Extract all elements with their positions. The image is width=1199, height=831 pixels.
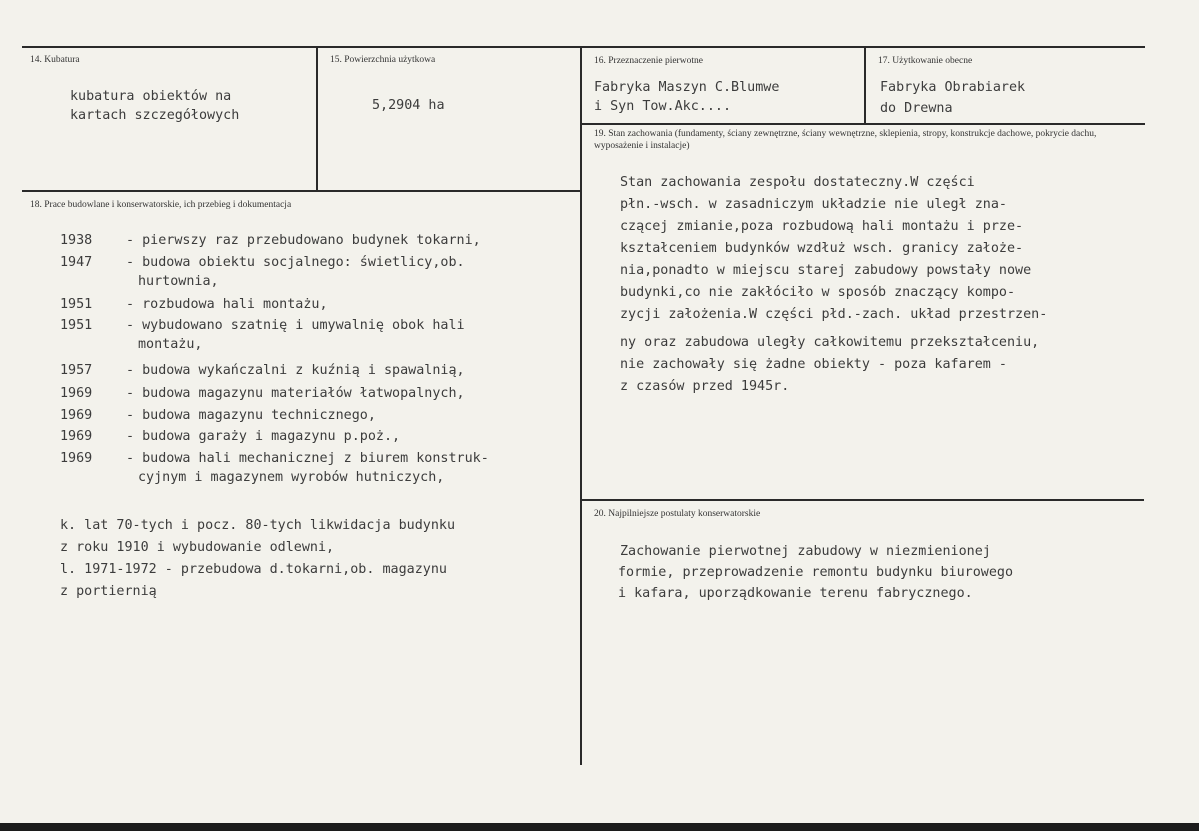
entry-text: - budowa magazynu technicznego,	[126, 407, 376, 423]
list-item	[60, 255, 560, 297]
divider-14-15	[316, 47, 318, 190]
section-19-line-8: ny oraz zabudowa uległy całkowitemu przekształceniu,	[620, 335, 1040, 350]
section-16-line-2: i Syn Tow.Akc....	[594, 99, 732, 114]
section-20-line-1: Zachowanie pierwotnej zabudowy w niezmienionej	[620, 544, 991, 559]
section-19-line-2: płn.-wsch. w zasadniczym układzie nie uległ zna-	[620, 197, 1007, 212]
section-20-line-3: i kafara, uporządkowanie terenu fabrycznego.	[618, 586, 973, 601]
entry-text: - pierwszy raz przebudowano budynek tokarni,	[126, 233, 481, 248]
entry-year: 1969	[60, 407, 93, 423]
list-item	[60, 297, 560, 319]
section-17-label: 17. Użytkowanie obecne	[878, 56, 973, 66]
entry-text-continued: hurtownia,	[138, 273, 219, 289]
section-19-line-4: kształceniem budynków wzdłuż wsch. granicy założe-	[620, 241, 1024, 256]
section-16-line-1: Fabryka Maszyn C.Blumwe	[594, 80, 780, 95]
list-item	[60, 318, 560, 363]
section-19-line-6: budynki,co nie zakłóciło w sposób znaczący kompo-	[620, 285, 1016, 300]
entry-text: - wybudowano szatnię i umywalnię obok hali	[126, 318, 465, 333]
section-16-label: 16. Przeznaczenie pierwotne	[594, 56, 703, 66]
entry-text: - budowa hali mechanicznej z biurem konstruk-	[126, 450, 489, 466]
section-20-label: 20. Najpilniejsze postulaty konserwatorskie	[594, 509, 761, 519]
section-19-line-1: Stan zachowania zespołu dostateczny.W części	[620, 175, 975, 190]
list-item	[60, 408, 560, 430]
list-item	[60, 451, 560, 493]
section-19-line-10: z czasów przed 1945r.	[620, 379, 790, 394]
divider-main	[580, 47, 582, 765]
entry-text: - budowa wykańczalni z kuźnią i spawalnią,	[126, 363, 465, 378]
section-15-label: 15. Powierzchnia użytkowa	[330, 55, 436, 65]
section-14-line-2: kartach szczegółowych	[70, 108, 240, 123]
section-19-line-7: zycji założenia.W części płd.-zach. układ przestrzen-	[620, 307, 1048, 322]
section-14-label: 14. Kubatura	[30, 55, 80, 65]
section-17-line-2: do Drewna	[880, 101, 953, 116]
note-line: z portiernią	[60, 584, 157, 599]
list-item	[60, 429, 560, 451]
entry-year: 1969	[60, 429, 93, 444]
section-19-line-9: nie zachowały się żadne obiekty - poza kafarem -	[620, 357, 1007, 372]
section-18-notes	[60, 515, 580, 603]
section-17-line-1: Fabryka Obrabiarek	[880, 80, 1026, 95]
note-line: z roku 1910 i wybudowanie odlewni,	[60, 540, 335, 555]
section-14-line-1: kubatura obiektów na	[70, 89, 232, 104]
entry-year: 1951	[60, 296, 93, 312]
entry-text-continued: cyjnym i magazynem wyrobów hutniczych,	[138, 469, 445, 485]
list-item	[60, 233, 560, 255]
entry-text-continued: montażu,	[138, 337, 203, 352]
section-19-label: 19. Stan zachowania (fundamenty, ściany zewnętrzne, ściany wewnętrzne, sklepienia, stropy, konstrukcje dachowe, pokrycie dachu, wyposażenie i instalacje)	[594, 129, 1097, 151]
entry-text: - rozbudowa hali montażu,	[126, 296, 328, 312]
top-rule	[22, 46, 1145, 48]
entry-year: 1969	[60, 450, 93, 466]
entry-year: 1969	[60, 386, 93, 401]
list-item	[60, 363, 560, 386]
section-15-value: 5,2904 ha	[372, 98, 445, 113]
note-line: k. lat 70-tych i pocz. 80-tych likwidacja budynku	[60, 518, 456, 533]
section-18-entries	[60, 233, 560, 493]
entry-year: 1938	[60, 233, 93, 248]
section-19-line-5: nia,ponadto w miejscu starej zabudowy powstały nowe	[620, 263, 1032, 278]
entry-year: 1947	[60, 254, 93, 270]
section-18-label: 18. Prace budowlane i konserwatorskie, ich przebieg i dokumentacja	[30, 200, 292, 210]
entry-year: 1957	[60, 363, 93, 378]
divider-16-17	[864, 47, 866, 123]
list-item	[60, 386, 560, 408]
rule-under-14-15	[22, 190, 581, 192]
entry-text: - budowa obiektu socjalnego: świetlicy,ob.	[126, 254, 465, 270]
rule-under-16-17	[581, 123, 1145, 125]
entry-text: - budowa magazynu materiałów łatwopalnych,	[126, 386, 465, 401]
section-20-line-2: formie, przeprowadzenie remontu budynku biurowego	[618, 565, 1014, 580]
section-19-line-3: czącej zmianie,poza rozbudową hali montażu i prze-	[620, 219, 1024, 234]
entry-text: - budowa garaży i magazynu p.poż.,	[126, 429, 401, 444]
note-line: l. 1971-1972 - przebudowa d.tokarni,ob. magazynu	[60, 562, 447, 577]
card-bottom-edge	[0, 823, 1199, 831]
entry-year: 1951	[60, 318, 93, 333]
rule-under-19	[581, 499, 1144, 501]
